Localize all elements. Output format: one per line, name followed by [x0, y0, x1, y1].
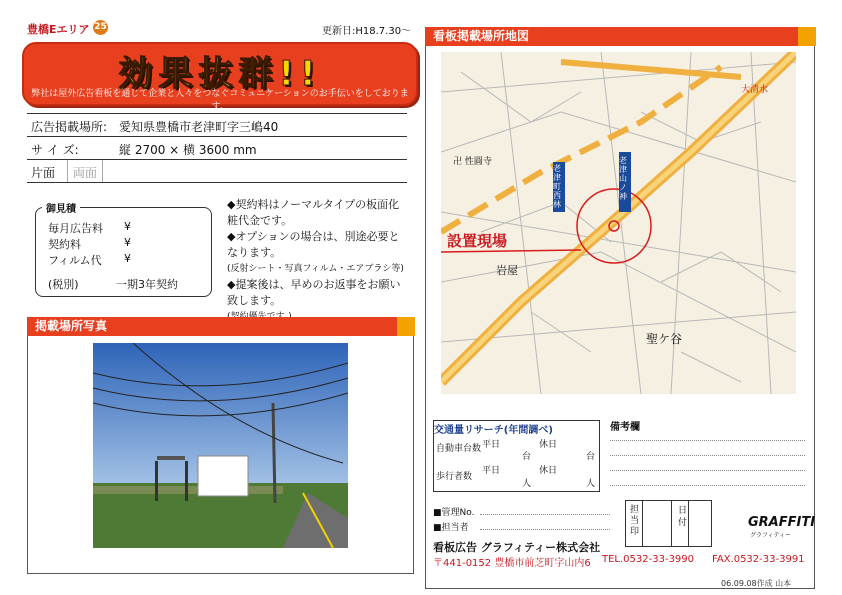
film-fee-yen: ¥ [124, 252, 131, 265]
updated-date: 更新日:H18.7.30～ [322, 26, 412, 37]
site-map [441, 52, 796, 394]
cars-holiday: 休日 [539, 440, 558, 450]
headline-banner [22, 42, 418, 112]
tax-note: (税別) [48, 278, 79, 291]
estimate-box [35, 207, 212, 297]
condition-1: ◆契約料はノーマルタイプの板面化粧代金です。 [227, 198, 400, 227]
contract-term: 一期3年契約 [116, 278, 178, 291]
contract-fee-label: 契約料 [48, 238, 81, 251]
contract-fee-yen: ¥ [124, 236, 131, 249]
company-address: 〒441-0152 豊橋市前芝町字山内6 [433, 558, 591, 569]
site-location-label: 設置現場 [447, 232, 508, 250]
traffic-title: 交通量リサーチ(年間調べ) [434, 425, 553, 436]
condition-2-note: (反射シート・写真フィルム・エアブラシ等) [227, 264, 404, 274]
stamp-box [625, 500, 712, 547]
note-line [610, 440, 805, 441]
photo-section-title: 掲載場所写真 [27, 317, 415, 336]
conditions-list [227, 197, 407, 325]
company-name: 看板広告 グラフィティー株式会社 [433, 541, 601, 554]
map-section-title: 看板掲載場所地図 [425, 27, 816, 46]
area-number-badge: 25 [93, 20, 108, 35]
note-line [610, 485, 805, 486]
location-row [27, 114, 407, 137]
ped-unit-2: 人 [586, 479, 596, 489]
banner-title: 効果抜群!! [118, 54, 322, 94]
location-value: 愛知県豊橋市老津町字三嶋40 [119, 120, 279, 134]
cars-unit-1: 台 [522, 452, 532, 462]
condition-3: ◆提案後は、早めのお返事をお願い致します。 [227, 278, 401, 307]
company-logo-sub: グラフィティー [750, 532, 792, 539]
created-note: 06.09.08作成 山本 [721, 579, 792, 588]
cars-unit-2: 台 [586, 452, 596, 462]
pedestrians-label: 歩行者数 [436, 472, 473, 482]
date-label: 日付 [678, 506, 688, 528]
size-row [27, 137, 407, 160]
map-label-seigatani: 聖ケ谷 [646, 332, 683, 346]
size-value: 縦 2700 × 横 3600 mm [119, 143, 257, 157]
stamp-label: 担当印 [630, 505, 640, 537]
size-label: サ イ ズ: [31, 143, 79, 157]
info-table [27, 113, 407, 183]
person-in-charge: ■担当者 [433, 523, 469, 533]
map-label-road1: 老津町西林 [553, 164, 561, 209]
side-row [27, 160, 407, 183]
map-label-iwaya: 岩屋 [496, 264, 518, 277]
estimate-title: 御見積 [42, 200, 80, 215]
monthly-fee-yen: ¥ [124, 220, 131, 233]
map-label-road2: 老津山ノ神 [619, 156, 627, 201]
site-photo [93, 343, 348, 548]
company-tel: TEL.0532-33-3990 [602, 554, 695, 565]
side-alt: 両面 [73, 166, 98, 180]
note-line [610, 455, 805, 456]
area-label: 豊橋Eエリア [27, 23, 90, 36]
monthly-fee-label: 毎月広告料 [48, 222, 103, 235]
cars-weekday: 平日 [482, 440, 501, 450]
note-line [610, 470, 805, 471]
notes-title: 備考欄 [610, 422, 640, 433]
ped-holiday: 休日 [539, 466, 558, 476]
map-label-oshimizu: 大清水 [741, 85, 769, 95]
ped-weekday: 平日 [482, 466, 501, 476]
location-label: 広告掲載場所: [31, 120, 108, 134]
company-logo: GRAFFITI [748, 515, 816, 530]
condition-2: ◆オプションの場合は、別途必要となります。 [227, 230, 400, 259]
map-label-temple: 卍 性圓寺 [453, 157, 492, 167]
cars-label: 自動車台数 [436, 444, 482, 454]
ped-unit-1: 人 [522, 479, 532, 489]
mgmt-no: ■管理No. [433, 508, 475, 518]
side-label: 片面 [31, 166, 56, 180]
film-fee-label: フィルム代 [48, 254, 102, 267]
company-fax: FAX.0532-33-3991 [712, 554, 805, 565]
banner-subtitle: 弊社は屋外広告看板を通じて企業と人々をつなぐコミュニケーションのお手伝いをしております。 [31, 89, 409, 112]
